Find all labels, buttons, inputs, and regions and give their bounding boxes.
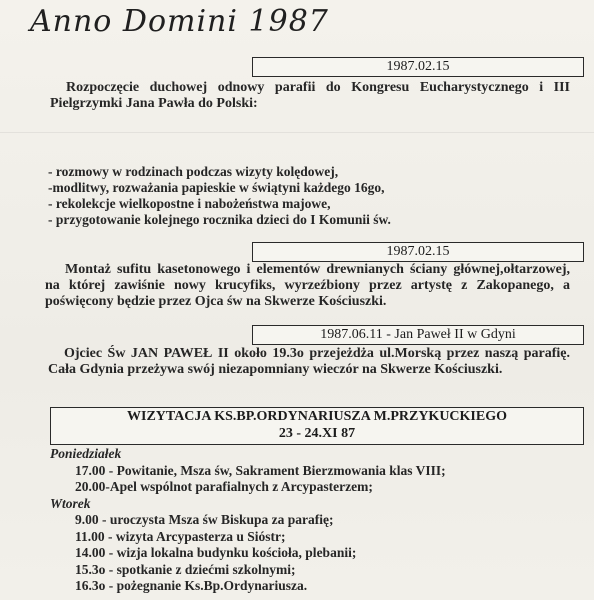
schedule-item: 9.00 - uroczysta Msza św Biskupa za parafię; [75, 512, 334, 527]
list-item: - rekolekcje wielkopostne i nabożeństwa majowe, [48, 196, 331, 211]
schedule-item: 17.00 - Powitanie, Msza św, Sakrament Bierzmowania klas VIII; [75, 462, 446, 478]
section-text-content: Ojciec Św JAN PAWEŁ II około 19.3o przejeżdża ul.Morską przez naszą parafię. Cała Gdynia przeżywa swój niezapomniany wieczór na Skwerze Kościuszki. [48, 346, 570, 377]
schedule-item: 15.3o - spotkanie z dziećmi szkolnymi; [75, 561, 296, 577]
visitation-heading: WIZYTACJA KS.BP.ORDYNARIUSZA M.PRZYKUCKIEGO [127, 409, 507, 424]
activities-list [48, 164, 391, 228]
list-item: - rozmowy w rodzinach podczas wizyty kolędowej, [48, 164, 339, 179]
section-text [50, 80, 570, 112]
visitation-dates: 23 - 24.XI 87 [278, 426, 356, 441]
schedule-item: 20.00-Apel wspólnot parafialnych z Arcypasterzem; [75, 479, 373, 494]
section-text [48, 346, 570, 378]
visitation-schedule [50, 446, 446, 595]
date-box: 1987.02.15 [252, 242, 584, 262]
section-text [45, 262, 570, 310]
date-box: 1987.06.11 - Jan Paweł II w Gdyni [252, 325, 584, 345]
schedule-item: 16.3o - pożegnanie Ks.Bp.Ordynariusza. [75, 578, 308, 593]
visitation-box [50, 407, 584, 445]
list-item: - przygotowanie kolejnego rocznika dzieci do I Komunii św. [48, 212, 391, 227]
page-fold [0, 132, 594, 133]
section-text-content: Montaż sufitu kasetonowego i elementów drewnianych ściany głównej,ołtarzowej, na której zawiśnie nowy krucyfiks, wyrzeźbiony przez artystę z Zakopanego, a poświęcony będzie przez Ojca św na Skwerze Kościuszki. [45, 262, 570, 309]
schedule-item: 14.00 - wizja lokalna budynku kościoła, plebanii; [75, 545, 357, 560]
date-box: 1987.02.15 [252, 57, 584, 77]
schedule-item: 11.00 - wizyta Arcypasterza u Sióstr; [75, 528, 286, 544]
schedule-day: Wtorek [50, 495, 91, 511]
list-item: -modlitwy, rozważania papieskie w świątyni każdego 16go, [48, 180, 385, 195]
schedule-day: Poniedziałek [50, 446, 122, 461]
page-title: Anno Domini 1987 [30, 4, 329, 39]
section-text-content: Rozpoczęcie duchowej odnowy parafii do Kongresu Eucharystycznego i III Pielgrzymki Jana Pawła do Polski: [50, 80, 570, 111]
